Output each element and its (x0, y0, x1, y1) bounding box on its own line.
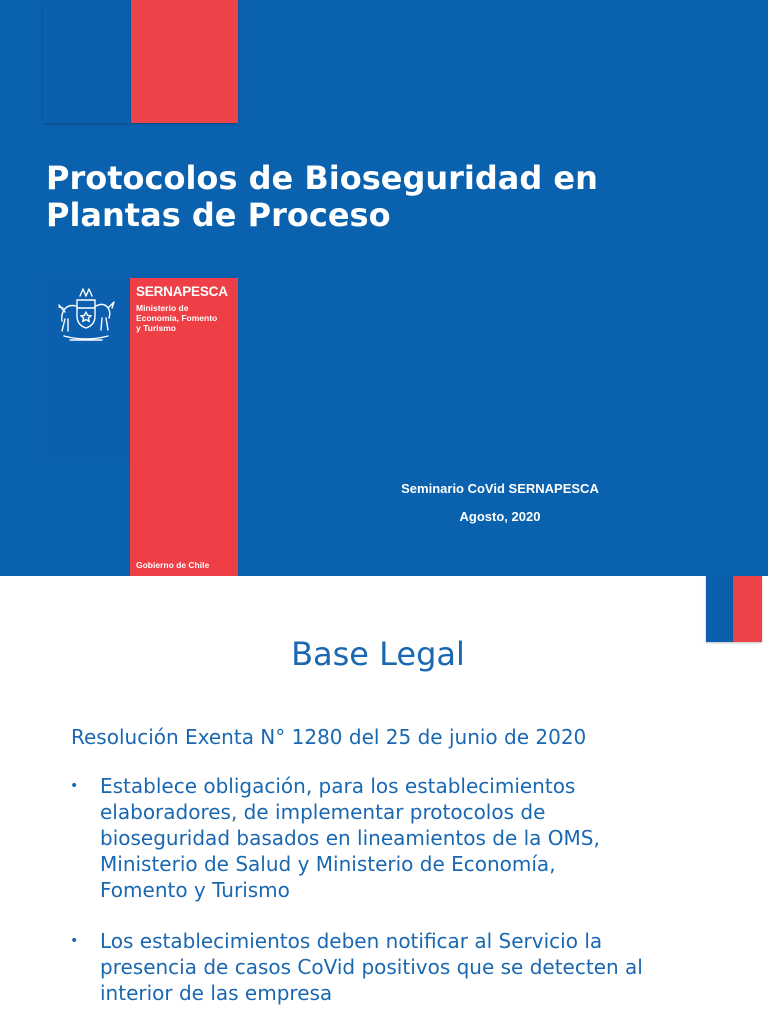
ministry-line: Economía, Fomento (136, 313, 218, 323)
slide-title: Base Legal (291, 635, 465, 673)
flag-blue-block (706, 576, 733, 642)
ministry-name (136, 303, 236, 333)
brand-name: SERNAPESCA (136, 284, 228, 299)
title-line: Protocolos de Bioseguridad en (46, 159, 598, 197)
content-slide (0, 576, 768, 1024)
bullet-line: Los establecimientos deben notificar al Servicio la (100, 929, 603, 953)
ministry-line: Ministerio de (136, 303, 189, 313)
bullet-icon: • (70, 778, 79, 794)
flag-blue-block (43, 0, 131, 123)
government-label: Gobierno de Chile (136, 560, 210, 570)
bullet-line: presencia de casos CoVid positivos que se detecten al (100, 955, 643, 979)
seminar-name: Seminario CoVid SERNAPESCA (401, 481, 599, 496)
bullet-line: bioseguridad basados en lineamientos de la OMS, (100, 826, 600, 850)
presentation-title (46, 160, 736, 234)
flag-red-block (733, 576, 762, 642)
seminar-date: Agosto, 2020 (459, 509, 541, 524)
bullet-text (100, 773, 720, 903)
flag-red-block (131, 0, 238, 123)
bullet-line: interior de las empresa (100, 981, 333, 1005)
logo-blue-lower-panel (42, 461, 130, 576)
bullet-line: Fomento y Turismo (100, 878, 290, 902)
ministry-line: y Turismo (136, 323, 176, 333)
bullet-line: Ministerio de Salud y Ministerio de Economía, (100, 852, 556, 876)
chilean-coat-of-arms-icon (50, 286, 122, 344)
bullet-line: Establece obligación, para los establecimientos (100, 774, 576, 798)
bullet-icon: • (70, 933, 79, 949)
title-line: Plantas de Proceso (46, 196, 391, 234)
bullet-line: elaboradores, de implementar protocolos de (100, 800, 546, 824)
sernapesca-logo (42, 278, 238, 576)
resolution-subtitle: Resolución Exenta N° 1280 del 25 de junio de 2020 (71, 725, 587, 749)
bullet-text (100, 928, 720, 1006)
